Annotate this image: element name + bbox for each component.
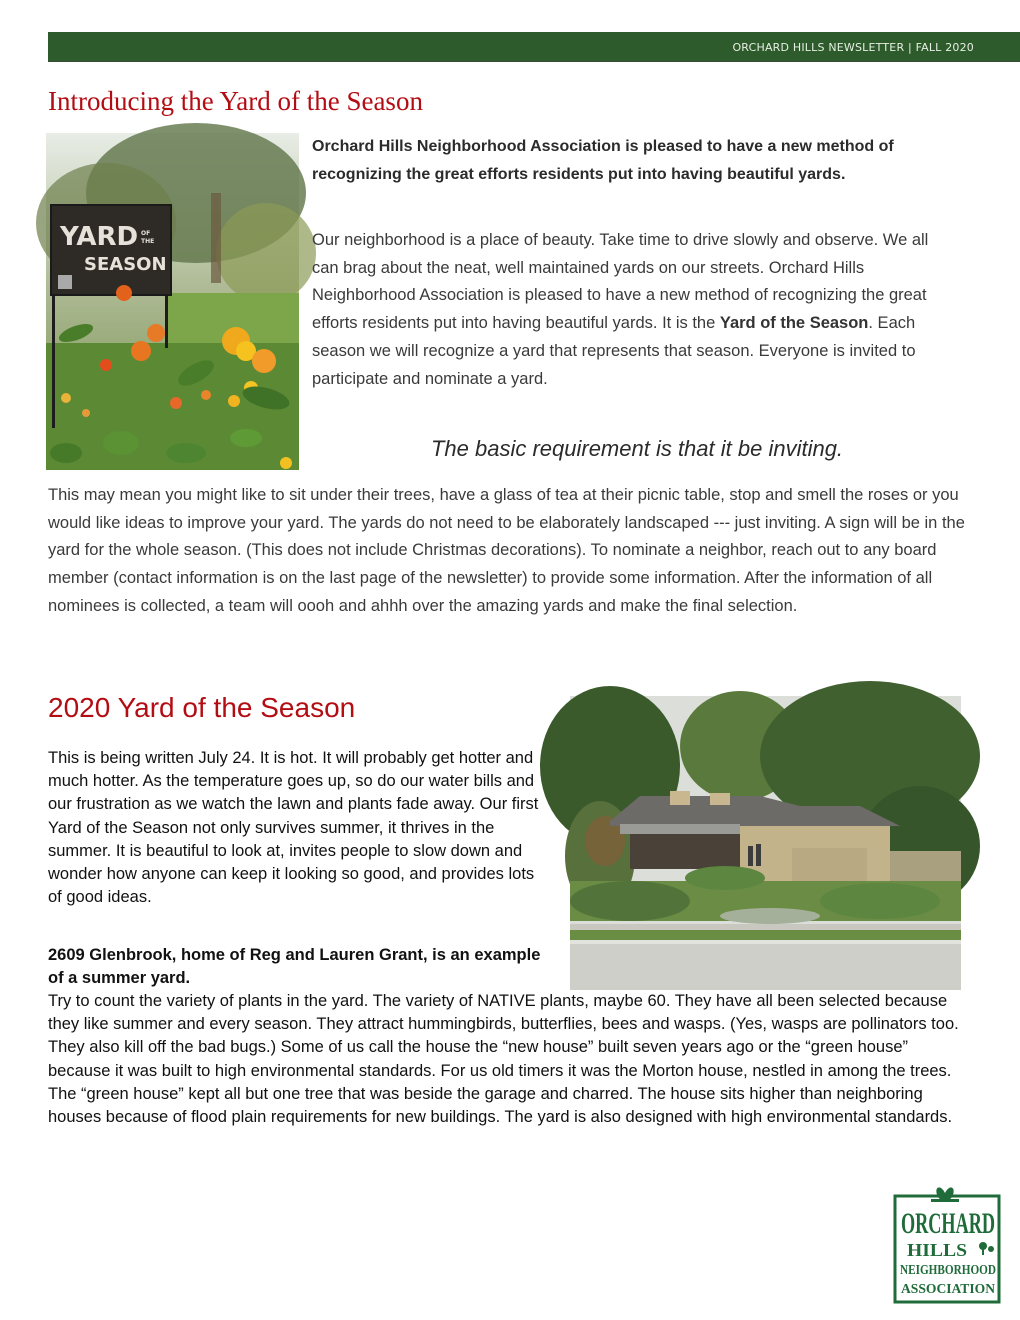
intro-lead-paragraph: Orchard Hills Neighborhood Association is pleased to have a new method of recognizing the great efforts residents put into having beautiful yards. — [312, 138, 894, 183]
sign-text-season: SEASON — [84, 254, 167, 275]
sign-text-of: OF — [141, 230, 151, 237]
sign-text-yard: YARD — [60, 222, 139, 252]
section2-heading: 2020 Yard of the Season — [48, 692, 356, 723]
porch-roof — [620, 824, 740, 834]
porch — [630, 834, 740, 869]
sign-text-the: THE — [141, 238, 155, 245]
requirement-quote: The basic requirement is that it be inviting. — [430, 436, 844, 461]
yard-sign-photo — [46, 133, 299, 470]
intro-body-paragraph — [312, 227, 952, 393]
orchard-hills-association-logo — [893, 1186, 1003, 1304]
leaf-icon — [931, 1186, 959, 1202]
logo-text-orchard: ORCHARD — [901, 1207, 995, 1240]
logo-text-neighborhood: NEIGHBORHOOD — [900, 1263, 996, 1278]
garage-door — [792, 848, 867, 886]
newsletter-header-title: ORCHARD HILLS NEWSLETTER | FALL 2020 — [732, 41, 974, 54]
street — [570, 940, 961, 990]
intro-body-text-a: Our neighborhood is a place of beauty. Take time to drive slowly and observe. We all can brag about the neat, well maintained yards on our streets. Orchard Hills Neighborhood Association is pleased to have a new method of recognizing the great efforts residents put into having beautiful yards. It is the — [312, 231, 929, 333]
sign-qr-code — [58, 275, 72, 289]
newsletter-header-bar — [48, 32, 1020, 62]
logo-text-association: ASSOCIATION — [901, 1282, 995, 1297]
intro-body-bold: Yard of the Season — [719, 314, 869, 333]
logo-text-hills: HILLS — [907, 1240, 967, 1260]
native-plants-paragraph: Try to count the variety of plants in the yard. The variety of NATIVE plants, maybe 60. They have all been selected because they like summer and every season. They attract hummingbirds, butterflies, bees and wasps. (Yes, wasps are pollinators too. They also kill off the bad bugs.) Some of us call the house the “new house” built seven years ago or the “green house” because it was built to high environmental standards. For us old timers it was the Morton house, nestled in among the trees. The “green house” kept all but one tree that was beside the garage and charred. The house sits higher than neighboring houses because of flood plain requirements for new buildings. The yard is also designed with high environmental standards. — [48, 992, 959, 1127]
section1-heading: Introducing the Yard of the Season — [48, 86, 423, 116]
intro-body-text-b: . Each season we will recognize a yard that represents that season. Everyone is invited to participate and nominate a yard. — [312, 314, 916, 388]
nomination-paragraph: This may mean you might like to sit under their trees, have a glass of tea at their picnic table, stop and smell the roses or you would like ideas to improve your yard. The yards do not need to be elaborately landscaped --- just inviting. A sign will be in the yard for the whole season. (This does not include Christmas decorations). To nominate a neighbor, reach out to any board member (contact information is on the last page of the newsletter) to provide some information. After the information of all nominees is collected, a team will oooh and ahhh over the amazing yards and make the final selection. — [48, 486, 965, 615]
featured-house-photo — [570, 696, 961, 990]
summer-intro-paragraph: This is being written July 24. It is hot. It will probably get hotter and much hotter. As the temperature goes up, so do our water bills and our frustration as we watch the lawn and plants fade away. Our first Yard of the Season not only survives summer, it thrives in the summer. It is beautiful to look at, invites people to slow down and wonder how anyone can keep it looking so good, and provides lots of good ideas. — [48, 749, 539, 907]
featured-yard-highlight: 2609 Glenbrook, home of Reg and Lauren Grant, is an example of a summer yard. — [48, 946, 541, 988]
